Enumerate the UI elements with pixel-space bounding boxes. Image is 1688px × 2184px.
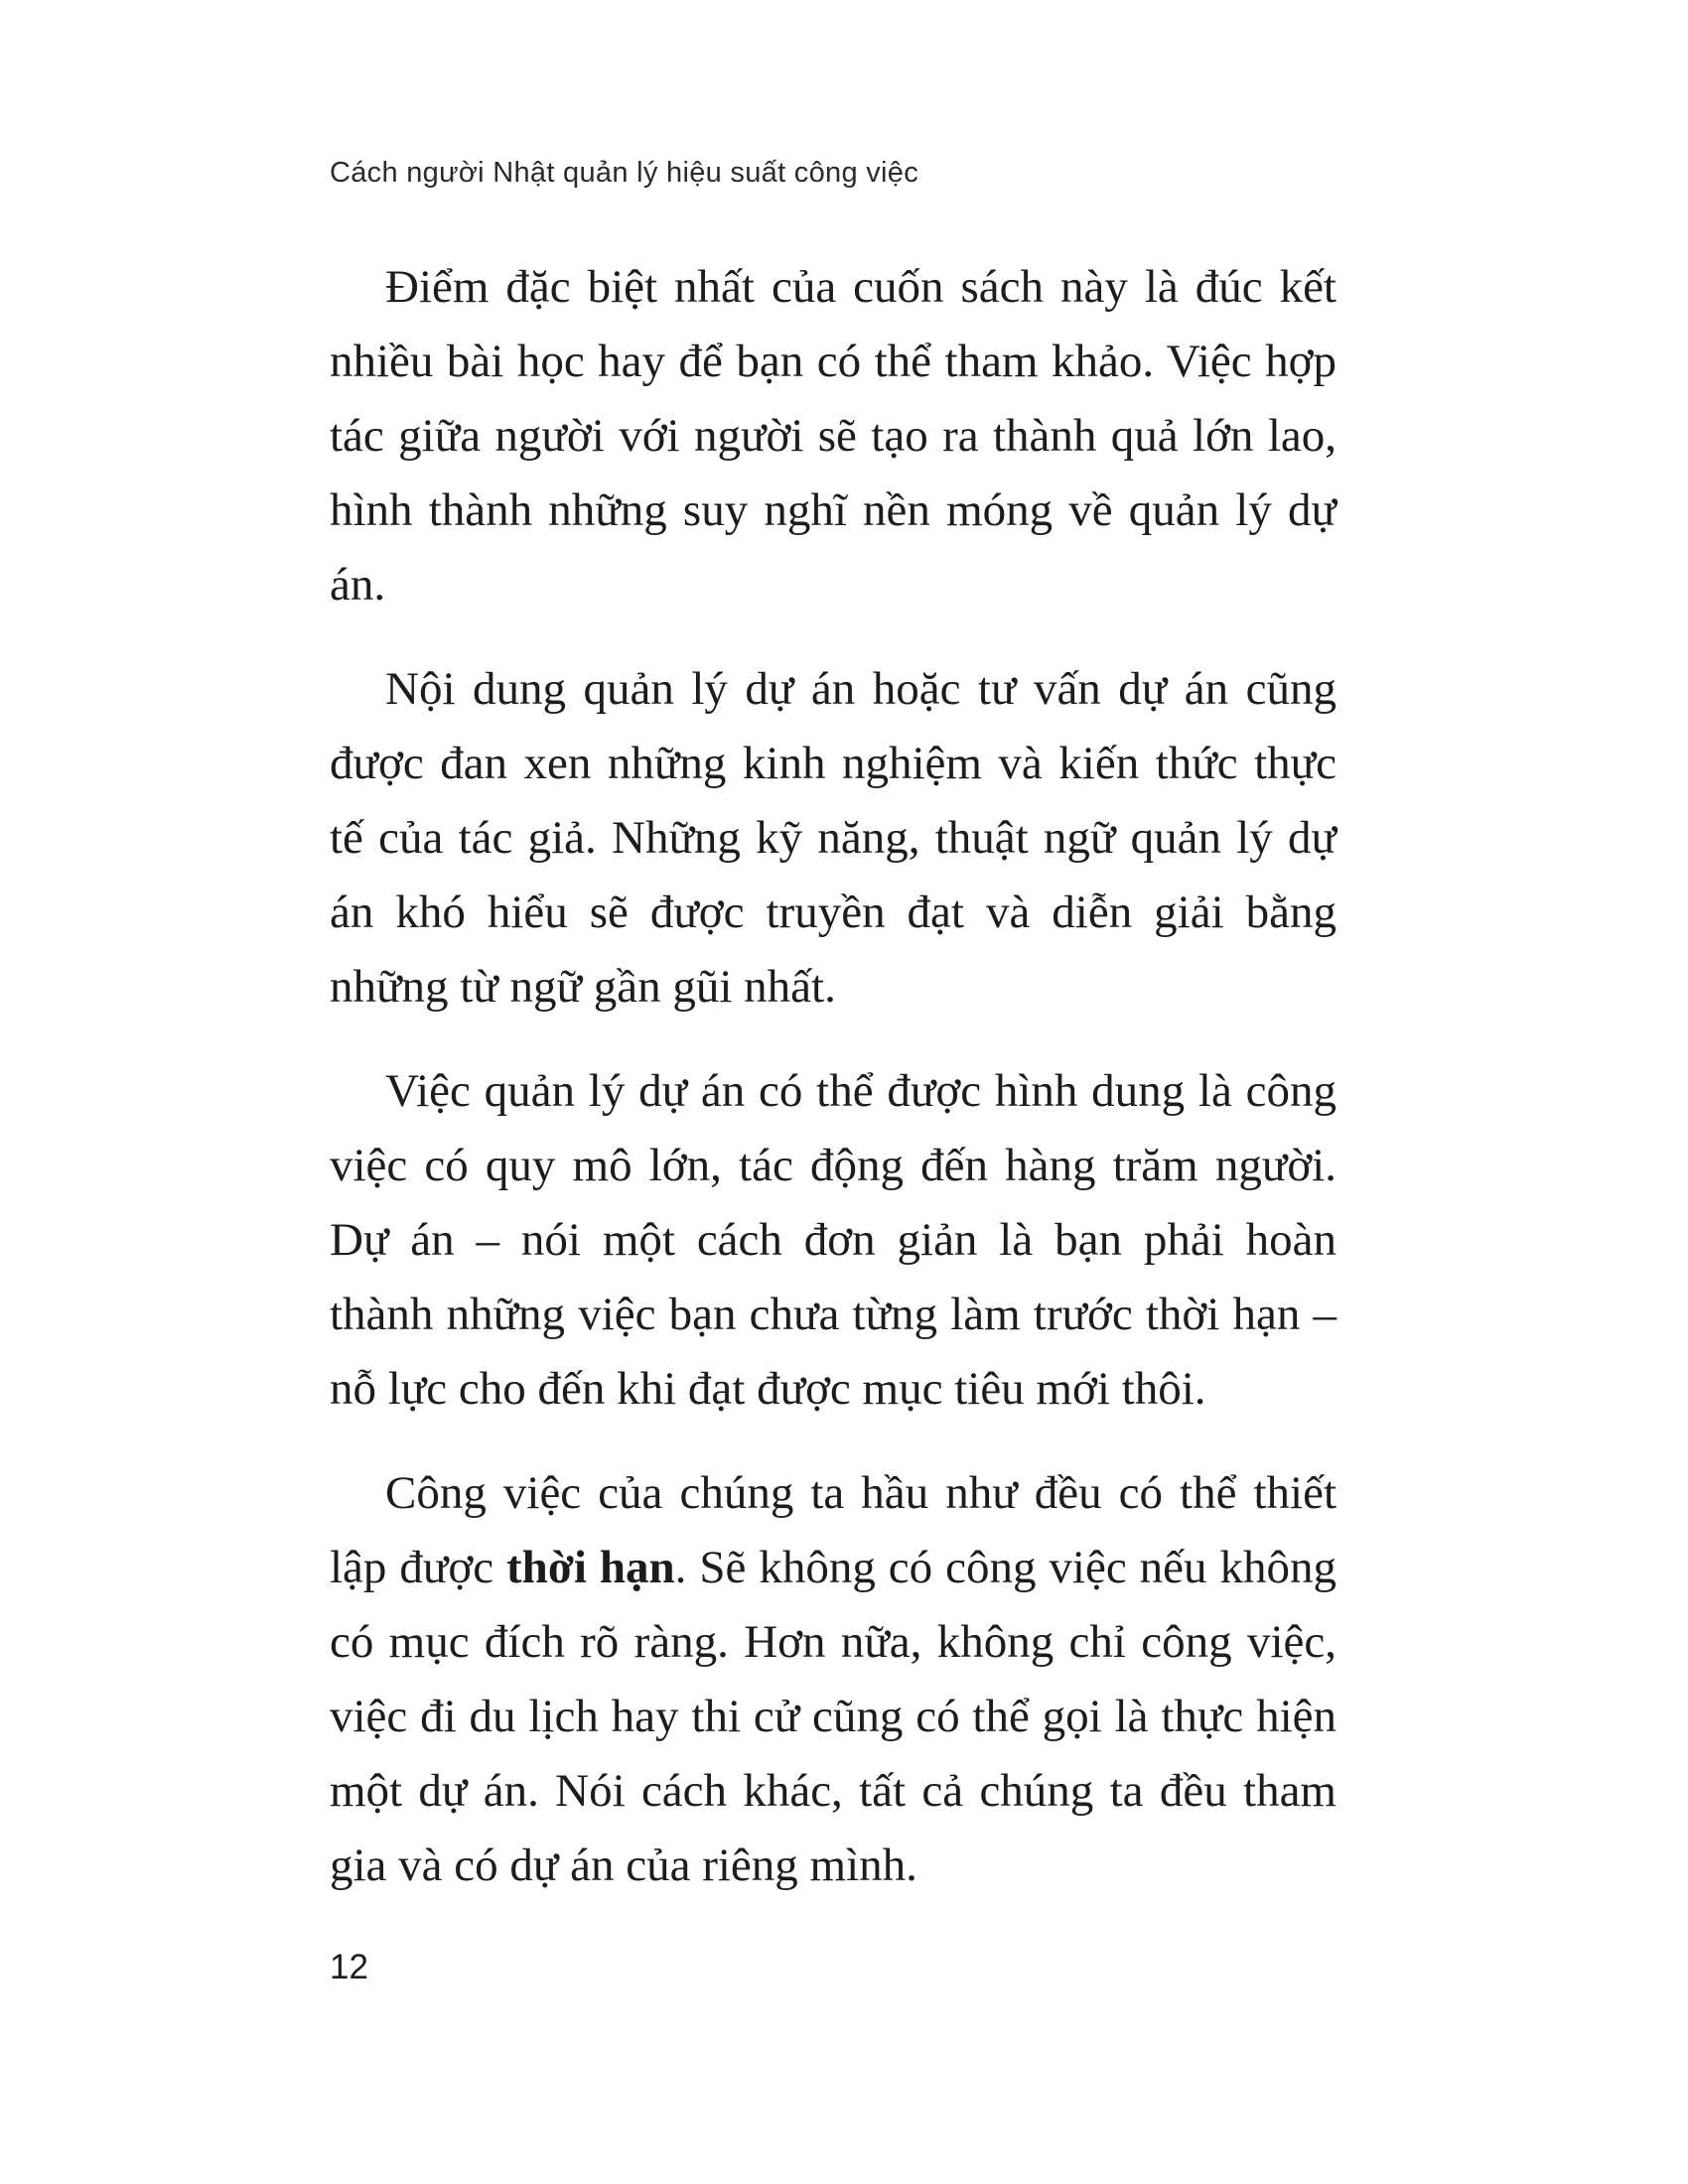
paragraph-4-bold-term: thời hạn [506,1542,675,1593]
paragraph-4 [330,1456,1336,1903]
paragraph-1: Điểm đặc biệt nhất của cuốn sách này là đúc kết nhiều bài học hay để bạn có thể tham khảo. Việc hợp tác giữa người với người sẽ tạo ra thành quả lớn lao, hình thành những suy nghĩ nền móng về quản lý dự án. [330,261,1336,611]
page-number: 12 [330,1948,368,1986]
body-text-block [330,250,1336,1933]
paragraph-4-pre: Công việc của chúng ta hầu như đều có thể thiết lập được [330,1467,1336,1593]
paragraph-4-post: . Sẽ không có công việc nếu không có mục đích rõ ràng. Hơn nữa, không chỉ công việc, việc đi du lịch hay thi cử cũng có thể gọi là thực hiện một dự án. Nói cách khác, tất cả chúng ta đều tham gia và có dự án của riêng mình. [330,1542,1336,1891]
running-head: Cách người Nhật quản lý hiệu suất công việc [330,157,918,189]
paragraph-2: Nội dung quản lý dự án hoặc tư vấn dự án cũng được đan xen những kinh nghiệm và kiến thức thực tế của tác giả. Những kỹ năng, thuật ngữ quản lý dự án khó hiểu sẽ được truyền đạt và diễn giải bằng những từ ngữ gần gũi nhất. [330,663,1336,1013]
paragraph-3: Việc quản lý dự án có thể được hình dung là công việc có quy mô lớn, tác động đến hàng trăm người. Dự án – nói một cách đơn giản là bạn phải hoàn thành những việc bạn chưa từng làm trước thời hạn – nỗ lực cho đến khi đạt được mục tiêu mới thôi. [330,1065,1336,1415]
